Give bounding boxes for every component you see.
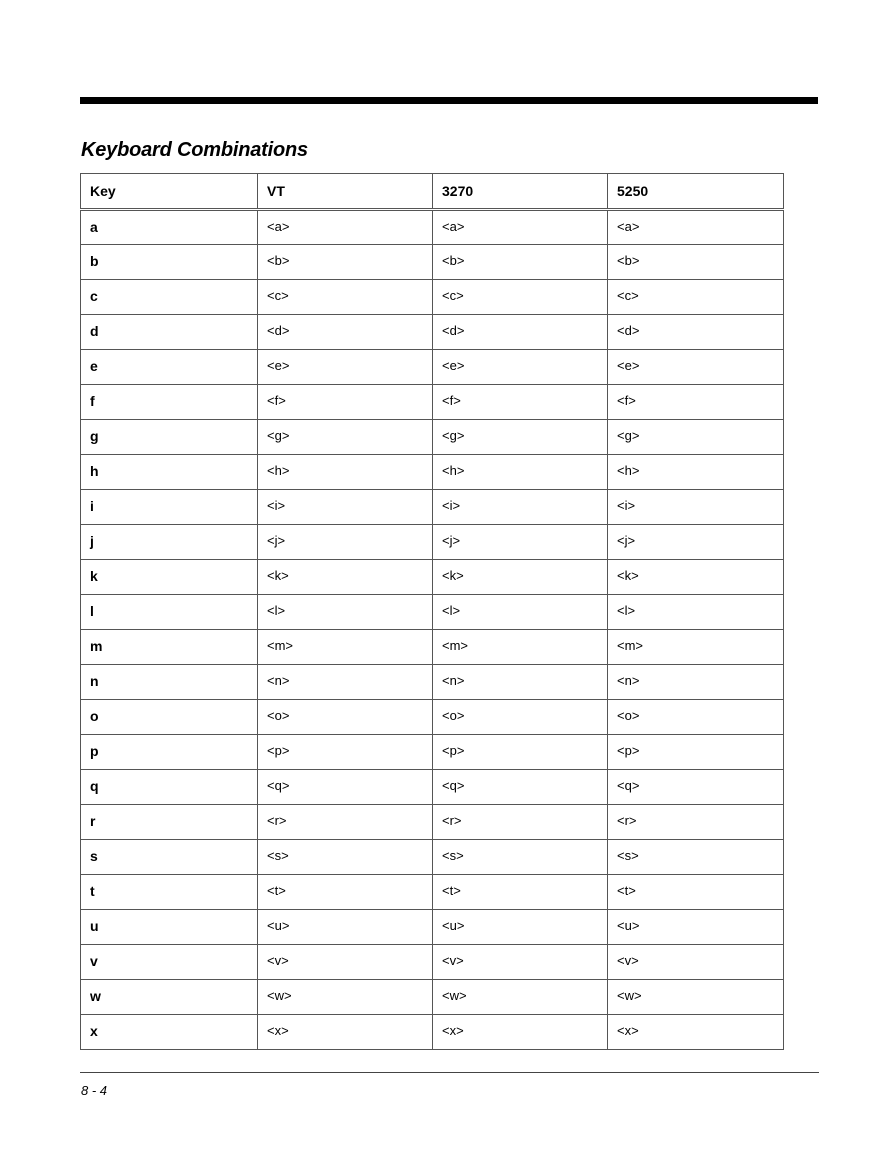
key-cell: c	[81, 280, 258, 315]
vt-cell: <b>	[258, 245, 433, 280]
header-vt: VT	[258, 174, 433, 210]
3270-cell: <h>	[433, 455, 608, 490]
3270-cell: <b>	[433, 245, 608, 280]
table-row	[81, 315, 784, 350]
5250-cell: <k>	[608, 560, 784, 595]
vt-cell: <l>	[258, 595, 433, 630]
table-row	[81, 350, 784, 385]
3270-cell: <u>	[433, 910, 608, 945]
key-cell: g	[81, 420, 258, 455]
3270-cell: <d>	[433, 315, 608, 350]
table-row	[81, 595, 784, 630]
key-cell: n	[81, 665, 258, 700]
table-row	[81, 805, 784, 840]
key-cell: w	[81, 980, 258, 1015]
vt-cell: <f>	[258, 385, 433, 420]
table-row	[81, 840, 784, 875]
vt-cell: <u>	[258, 910, 433, 945]
table-header-row	[81, 174, 784, 210]
key-cell: x	[81, 1015, 258, 1050]
3270-cell: <t>	[433, 875, 608, 910]
vt-cell: <t>	[258, 875, 433, 910]
3270-cell: <s>	[433, 840, 608, 875]
key-cell: f	[81, 385, 258, 420]
table-row	[81, 455, 784, 490]
vt-cell: <k>	[258, 560, 433, 595]
3270-cell: <r>	[433, 805, 608, 840]
key-cell: m	[81, 630, 258, 665]
vt-cell: <g>	[258, 420, 433, 455]
vt-cell: <q>	[258, 770, 433, 805]
vt-cell: <n>	[258, 665, 433, 700]
5250-cell: <p>	[608, 735, 784, 770]
keyboard-combinations-table	[80, 173, 784, 1050]
key-cell: u	[81, 910, 258, 945]
page-number: 8 - 4	[81, 1083, 108, 1098]
3270-cell: <a>	[433, 210, 608, 245]
vt-cell: <m>	[258, 630, 433, 665]
key-cell: s	[81, 840, 258, 875]
table-body	[81, 210, 784, 1050]
5250-cell: <d>	[608, 315, 784, 350]
key-cell: q	[81, 770, 258, 805]
3270-cell: <k>	[433, 560, 608, 595]
key-cell: p	[81, 735, 258, 770]
table-row	[81, 385, 784, 420]
key-cell: t	[81, 875, 258, 910]
5250-cell: <w>	[608, 980, 784, 1015]
5250-cell: <q>	[608, 770, 784, 805]
3270-cell: <i>	[433, 490, 608, 525]
bottom-rule	[80, 1072, 819, 1073]
3270-cell: <p>	[433, 735, 608, 770]
3270-cell: <n>	[433, 665, 608, 700]
5250-cell: <g>	[608, 420, 784, 455]
table-row	[81, 1015, 784, 1050]
vt-cell: <h>	[258, 455, 433, 490]
3270-cell: <x>	[433, 1015, 608, 1050]
vt-cell: <d>	[258, 315, 433, 350]
5250-cell: <r>	[608, 805, 784, 840]
table-row	[81, 945, 784, 980]
table-row	[81, 700, 784, 735]
5250-cell: <e>	[608, 350, 784, 385]
top-rule	[80, 97, 818, 104]
5250-cell: <b>	[608, 245, 784, 280]
vt-cell: <o>	[258, 700, 433, 735]
5250-cell: <v>	[608, 945, 784, 980]
5250-cell: <s>	[608, 840, 784, 875]
vt-cell: <j>	[258, 525, 433, 560]
5250-cell: <i>	[608, 490, 784, 525]
key-cell: j	[81, 525, 258, 560]
5250-cell: <m>	[608, 630, 784, 665]
5250-cell: <c>	[608, 280, 784, 315]
5250-cell: <a>	[608, 210, 784, 245]
5250-cell: <o>	[608, 700, 784, 735]
key-cell: o	[81, 700, 258, 735]
5250-cell: <h>	[608, 455, 784, 490]
key-cell: h	[81, 455, 258, 490]
vt-cell: <x>	[258, 1015, 433, 1050]
key-cell: e	[81, 350, 258, 385]
3270-cell: <l>	[433, 595, 608, 630]
3270-cell: <m>	[433, 630, 608, 665]
5250-cell: <u>	[608, 910, 784, 945]
table-row	[81, 280, 784, 315]
3270-cell: <g>	[433, 420, 608, 455]
vt-cell: <w>	[258, 980, 433, 1015]
key-cell: i	[81, 490, 258, 525]
3270-cell: <q>	[433, 770, 608, 805]
3270-cell: <c>	[433, 280, 608, 315]
3270-cell: <e>	[433, 350, 608, 385]
vt-cell: <r>	[258, 805, 433, 840]
table-row	[81, 210, 784, 245]
table-row	[81, 630, 784, 665]
table-row	[81, 490, 784, 525]
table-row	[81, 980, 784, 1015]
key-cell: k	[81, 560, 258, 595]
vt-cell: <s>	[258, 840, 433, 875]
3270-cell: <o>	[433, 700, 608, 735]
5250-cell: <l>	[608, 595, 784, 630]
5250-cell: <f>	[608, 385, 784, 420]
key-cell: d	[81, 315, 258, 350]
5250-cell: <n>	[608, 665, 784, 700]
3270-cell: <f>	[433, 385, 608, 420]
vt-cell: <p>	[258, 735, 433, 770]
3270-cell: <j>	[433, 525, 608, 560]
key-cell: b	[81, 245, 258, 280]
vt-cell: <e>	[258, 350, 433, 385]
table-row	[81, 560, 784, 595]
5250-cell: <x>	[608, 1015, 784, 1050]
vt-cell: <v>	[258, 945, 433, 980]
table-row	[81, 875, 784, 910]
3270-cell: <w>	[433, 980, 608, 1015]
3270-cell: <v>	[433, 945, 608, 980]
header-3270: 3270	[433, 174, 608, 210]
key-cell: l	[81, 595, 258, 630]
table-row	[81, 910, 784, 945]
5250-cell: <t>	[608, 875, 784, 910]
vt-cell: <c>	[258, 280, 433, 315]
page-title: Keyboard Combinations	[81, 139, 308, 161]
5250-cell: <j>	[608, 525, 784, 560]
key-cell: a	[81, 210, 258, 245]
table-row	[81, 770, 784, 805]
header-key: Key	[81, 174, 258, 210]
vt-cell: <i>	[258, 490, 433, 525]
table-row	[81, 245, 784, 280]
key-cell: v	[81, 945, 258, 980]
table-row	[81, 735, 784, 770]
vt-cell: <a>	[258, 210, 433, 245]
header-5250: 5250	[608, 174, 784, 210]
table-row	[81, 665, 784, 700]
key-cell: r	[81, 805, 258, 840]
table-row	[81, 420, 784, 455]
table-row	[81, 525, 784, 560]
